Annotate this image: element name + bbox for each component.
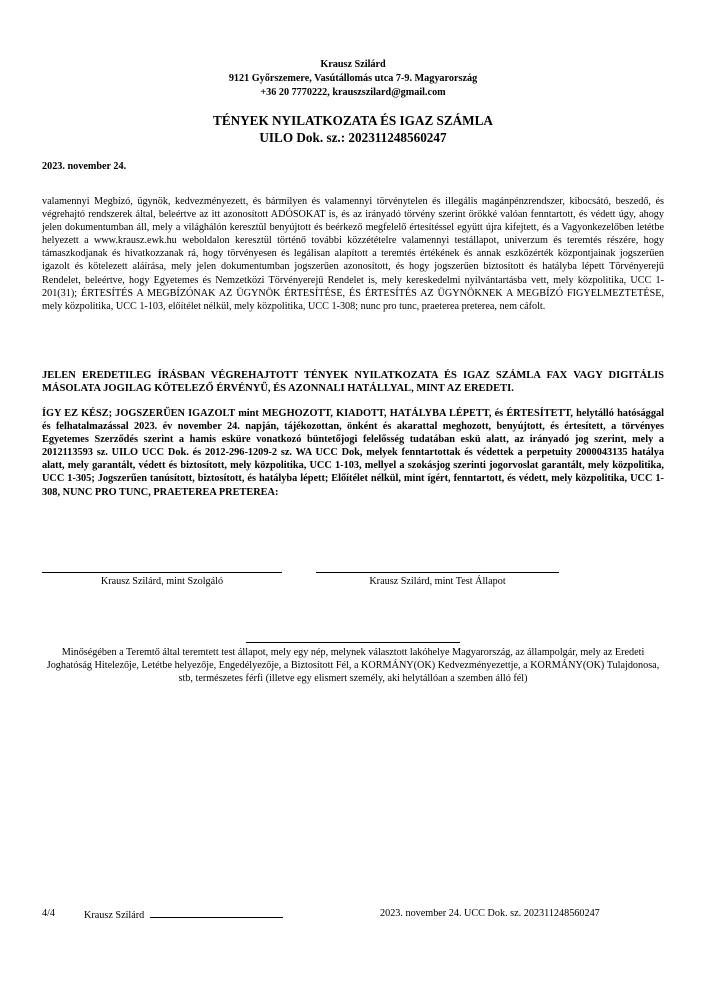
- paragraph-main: valamennyi Megbízó, ügynök, kedvezményezett, és bármilyen és valamennyi törvénytelen és illegális magánpénzrendszer, kibocsátó, beszedő, és végrehajtó rendszerek által, beleértve az itt azonosított ADÓSOKAT is, és az irányadó törvény szerint örökké valóan fenntartott, és védett úgy, ahogy jelen dokumentumban áll, mely a világhálón keresztül benyújtott és beérkező megfelelő értesítéssel együtt újra kifejtett, és a Vagyonkezelőben letétbe helyezett a www.krausz.ewk.hu weboldalon keresztül történő további közzétételre valamennyi testállapot, univerzum és teremtés részére, hogy támaszkodjanak és hivatkozzanak rá, hogy törvényesen és legálisan alapított a teremtés értékének és annak eszközérték központjainak jogszerűen igazolt és kötelezett aláírása, mely jelen dokumentumban jogszerűen azonosított, és hogy jogszerűen biztosított és hatályba lépett Törvényerejű Rendelet, beleértve, hogy Egyetemes és Nemzetközi Törvényerejű Rendelet is, mely kereskedelmi nyilvántartásba vett, mely közpolitika, UCC 1-201(31); ÉRTESÍTÉS A MEGBÍZÓNAK AZ ÜGYNÖK ÉRTESÍTÉSE, ÉS ÉRTESÍTÉS AZ ÜGYNÖKNEK A MEGBÍZÓ FIGYELMEZTETÉSE, mely közpolitika, UCC 1-103, előítélet nélkül, mely közpolitika, UCC 1-308; nunc pro tunc, praeterea preterea, nem cáfolt.: [42, 196, 664, 312]
- signature-label-right: Krausz Szilárd, mint Test Állapot: [369, 576, 506, 587]
- paragraph-attestation: ÍGY EZ KÉSZ; JOGSZERŰEN IGAZOLT mint MEGHOZOTT, KIADOTT, HATÁLYBA LÉPETT, és ÉRTESÍTETT, helytálló hatósággal és felhatalmazással 2023. év november 24. napján, tájékozottan, önként és akarattal meghozott, benyújtott, és értesített, a törvényes Egyetemes Szerződés szerint a hamis esküre vonatkozó büntetőjogi felelősség tudatában eskü alatt, az irányadó jog szerint, mely a 2012113593 sz. UILO UCC Dok. és 2012-296-1209-2 sz. WA UCC Dok, melyek fenntartottak és védettek a perpetuity 2000043135 hatálya alatt, mely garantált, védett és biztosított, mely közpolitika, UCC 1-103, mellyel a szokásjog szerinti jogorvoslat garantált, mely közpolitika, UCC 1-305; Jogszerűen tanúsított, biztosított, és hatályba lépett; Előítélet nélkül, mint ígért, fenntartott, és védett, mely közpolitika, UCC 1-308, NUNC PRO TUNC, PRAETEREA PRETEREA:: [42, 408, 664, 498]
- signature-line-center: [246, 642, 460, 643]
- footer-name: Krausz Szilárd: [84, 910, 145, 921]
- footer-signature-blank: [150, 908, 283, 918]
- sender-name: Krausz Szilárd: [320, 59, 386, 70]
- title-line-1: TÉNYEK NYILATKOZATA ÉS IGAZ SZÁMLA: [213, 113, 493, 128]
- paragraph-fax-copy: JELEN EREDETILEG ÍRÁSBAN VÉGREHAJTOTT TÉNYEK NYILATKOZATA ÉS IGAZ SZÁMLA FAX VAGY DIGITÁLIS MÁSOLATA JOGILAG KÖTELEZŐ ÉRVÉNYŰ, ÉS AZONNALI HATÁLLYAL, MINT AZ EREDETI.: [42, 370, 664, 395]
- document-date: 2023. november 24.: [42, 161, 127, 172]
- title-line-2: UILO Dok. sz.: 202311248560247: [259, 130, 447, 145]
- footer-page-number: 4/4: [42, 908, 56, 919]
- sender-address: 9121 Győrszemere, Vasútállomás utca 7-9. Magyarország: [228, 73, 478, 84]
- footer-signature: [84, 908, 283, 921]
- signature-line-right: [316, 572, 559, 573]
- footer-reference: 2023. november 24. UCC Dok. sz. 202311248560247: [380, 908, 600, 919]
- signature-line-left: [42, 572, 282, 573]
- sender-header: [0, 58, 706, 100]
- capacity-statement: Minőségében a Teremtő által teremtett test állapot, mely egy nép, melynek választott lakóhelye Magyarország, az állampolgár, mely az Eredeti Joghatóság Hitelezője, Letétbe helyezője, Engedélyezője, a Biztosított Fél, a KORMÁNY(OK) Kedvezményezettje, a KORMÁNY(OK) Tulajdonosa, stb, természetes férfi (illetve egy elismert személy, aki helytállóan a szemben álló fél): [46, 647, 660, 685]
- sender-contact: +36 20 7770222, krauszszilard@gmail.com: [260, 87, 446, 98]
- document-title: [0, 112, 706, 146]
- signature-label-left: Krausz Szilárd, mint Szolgáló: [100, 576, 224, 587]
